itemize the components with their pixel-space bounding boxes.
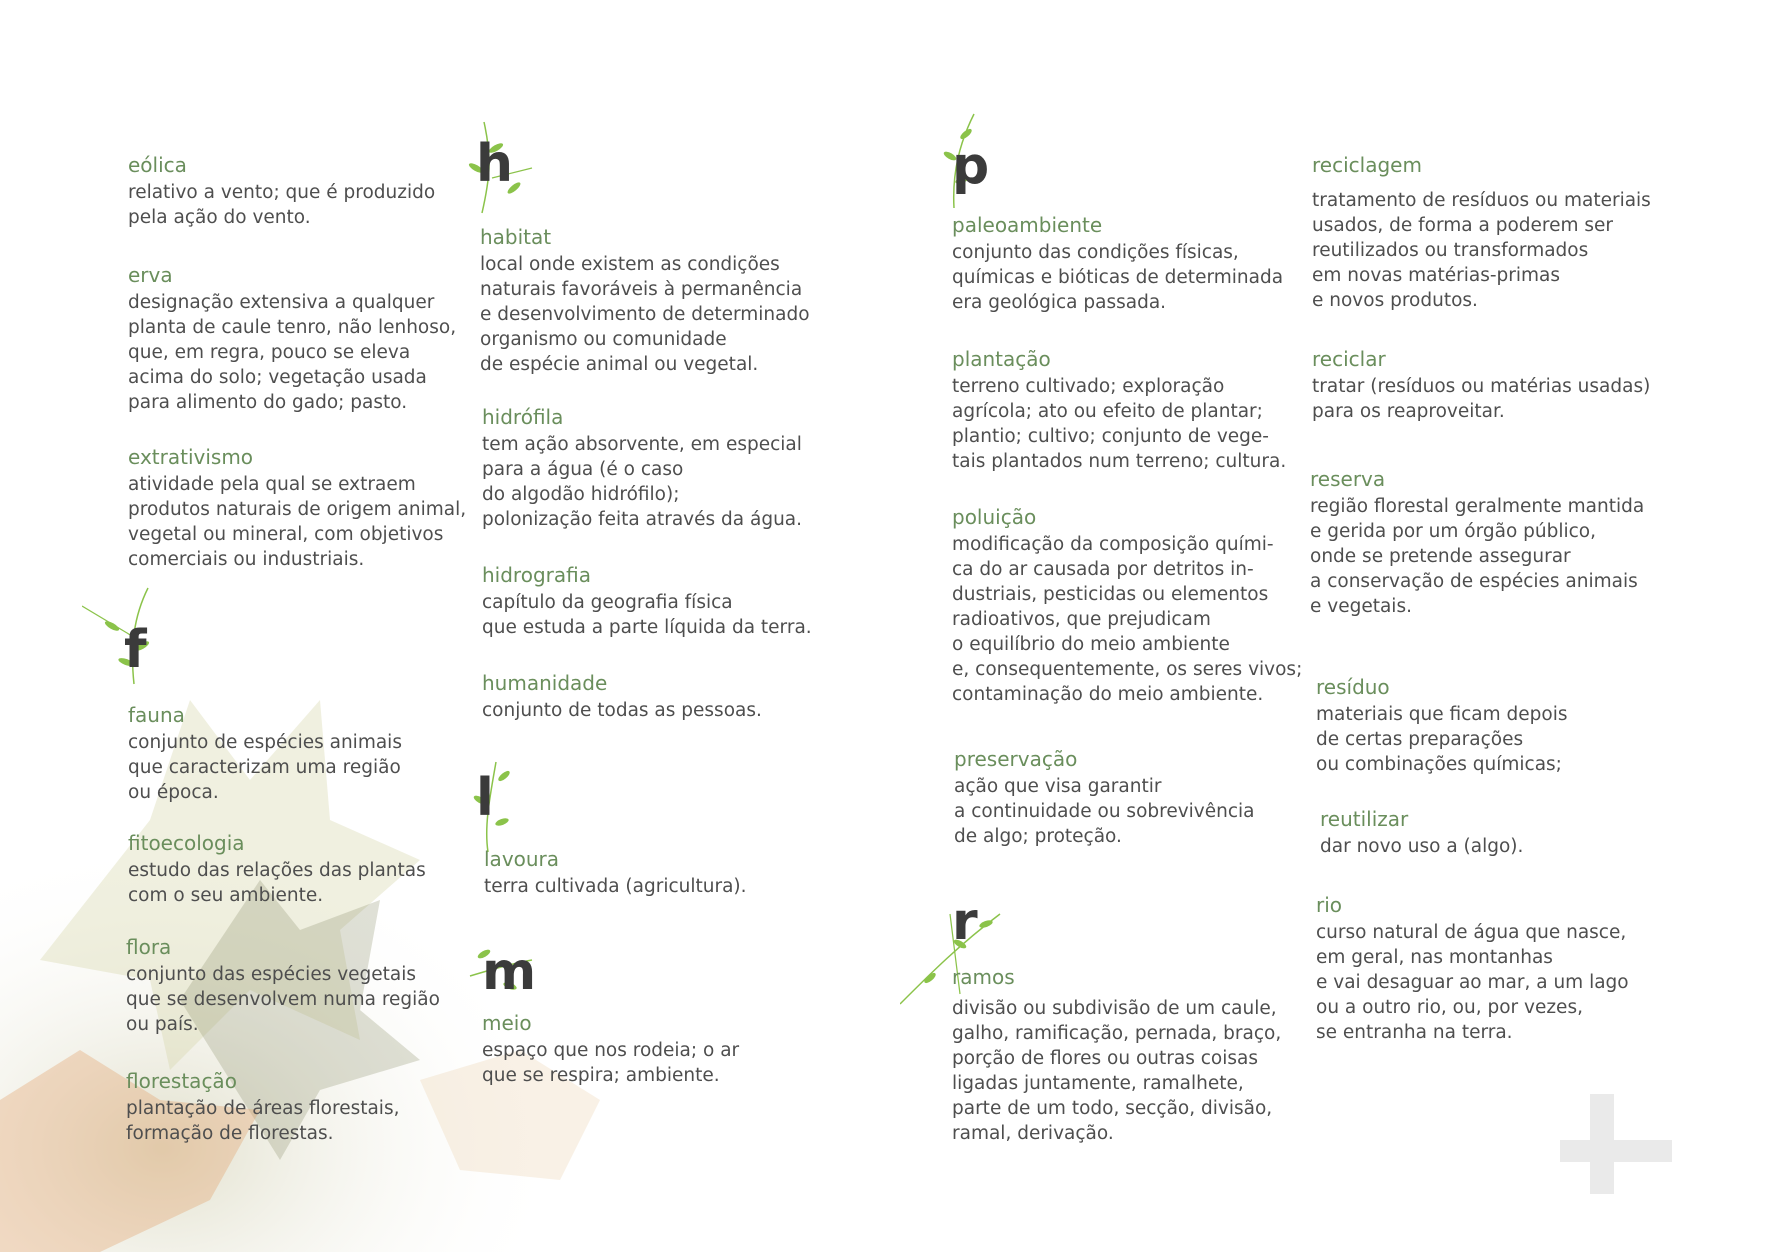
letter-glyph: h [476,134,514,194]
letter-glyph: m [482,942,537,1002]
entry-definition: local onde existem as condições naturais favoráveis à permanência e desenvolvimento de determinado organismo ou comunidade de espécie animal ou vegetal. [480,254,810,375]
entry-definition: terreno cultivado; exploração agrícola; ato ou efeito de plantar; plantio; cultivo; conjunto de vege- tais plantados num terreno; cultura. [952,376,1287,472]
glossary-entry [128,830,426,908]
letter-marker-f [82,586,162,686]
letter-glyph: r [952,892,978,952]
entry-term: hidrófila [482,405,564,429]
entry-term: flora [126,935,172,959]
letter-marker-p [940,112,1020,212]
entry-term: reciclar [1312,347,1386,371]
entry-definition: dar novo uso a (algo). [1320,836,1524,857]
entry-definition: designação extensiva a qualquer planta de caule tenro, não lenhoso, que, em regra, pouco se eleva acima do solo; vegetação usada para alimento do gado; pasto. [128,292,457,413]
entry-term: habitat [480,225,552,249]
entry-definition: conjunto de espécies animais que caracterizam uma região ou época. [128,732,402,803]
letter-glyph: f [124,620,147,680]
glossary-entry [128,262,456,415]
entry-term: erva [128,263,173,287]
glossary-entry [952,212,1283,315]
entry-definition: tem ação absorvente, em especial para a água (é o caso do algodão hidrófilo); polonização feita através da água. [482,434,803,530]
entry-definition: estudo das relações das plantas com o seu ambiente. [128,860,426,906]
page-number-numeral [1560,1088,1690,1198]
glossary-entry [128,702,402,805]
entry-definition: curso natural de água que nasce, em geral, nas montanhas e vai desaguar ao mar, a um lago ou a outro rio, ou, por vezes, se entranha na terra. [1316,922,1629,1043]
entry-definition: plantação de áreas florestais, formação de florestas. [126,1098,400,1144]
entry-definition: tratar (resíduos ou matérias usadas) para os reaproveitar. [1312,376,1651,422]
glossary-entry [1320,806,1523,859]
letter-marker-h [462,118,542,218]
glossary-entry [482,670,762,723]
entry-term: lavoura [484,847,560,871]
entry-term: rio [1316,893,1343,917]
entry-term: eólica [128,153,187,177]
glossary-entry [128,444,466,572]
page-number [1560,1088,1690,1198]
glossary-entry [128,152,435,230]
glossary-entry [1316,892,1629,1045]
entry-definition: atividade pela qual se extraem produtos naturais de origem animal, vegetal ou mineral, com objetivos comerciais ou industriais. [128,474,467,570]
entry-definition: modificação da composição quími- ca do ar causada por detritos in- dustriais, pesticidas ou elementos radioativos, que prejudicam o equilíbrio do meio ambiente e, consequentemente, os seres vivos; contaminação do meio ambiente. [952,534,1303,705]
sprig-icon [82,586,162,686]
entry-term: reutilizar [1320,807,1409,831]
glossary-entry [952,964,1281,1146]
letter-glyph: p [952,136,990,196]
entry-definition: tratamento de resíduos ou materiais usados, de forma a poderem ser reutilizados ou transformados em novas matérias-primas e novos produtos. [1312,190,1651,311]
entry-term: florestação [126,1069,237,1093]
entry-term: reciclagem [1312,153,1422,177]
entry-definition: conjunto das condições físicas, químicas e bióticas de determinada era geológica passada. [952,242,1284,313]
entry-definition: divisão ou subdivisão de um caule, galho, ramificação, pernada, braço, porção de flores ou outras coisas ligadas juntamente, ramalhete, parte de um todo, secção, divisão, ramal, derivação. [952,998,1282,1144]
sprig-icon [460,756,540,856]
letter-glyph: l [476,768,494,828]
entry-term: fauna [128,703,185,727]
entry-term: humanidade [482,671,608,695]
glossary-entry [1312,152,1651,313]
glossary-entry [1310,466,1644,619]
letter-marker-l [460,756,540,856]
entry-definition: espaço que nos rodeia; o ar que se respira; ambiente. [482,1040,740,1086]
entry-term: poluição [952,505,1037,529]
glossary-entry [126,1068,399,1146]
glossary-entry [482,562,812,640]
glossary-entry [1312,346,1650,424]
glossary-entry [484,846,747,899]
glossary-entry [480,224,810,377]
entry-definition: ação que visa garantir a continuidade ou sobrevivência de algo; proteção. [954,776,1255,847]
glossary-entry [1316,674,1568,777]
entry-term: hidrografia [482,563,591,587]
glossary-entry [482,404,802,532]
entry-term: extrativismo [128,445,254,469]
entry-term: reserva [1310,467,1386,491]
glossary-entry [952,346,1286,474]
entry-definition: materiais que ficam depois de certas preparações ou combinações químicas; [1316,704,1568,775]
entry-term: meio [482,1011,532,1035]
entry-definition: conjunto das espécies vegetais que se desenvolvem numa região ou país. [126,964,440,1035]
entry-term: paleoambiente [952,213,1103,237]
entry-term: plantação [952,347,1051,371]
entry-term: resíduo [1316,675,1390,699]
entry-definition: região florestal geralmente mantida e gerida por um órgão público, onde se pretende assegurar a conservação de espécies animais e vegetais. [1310,496,1645,617]
glossary-entry [952,504,1302,707]
glossary-entry [126,934,440,1037]
entry-definition: relativo a vento; que é produzido pela ação do vento. [128,182,436,228]
entry-term: ramos [952,965,1015,989]
entry-term: preservação [954,747,1078,771]
entry-definition: terra cultivada (agricultura). [484,876,747,897]
entry-definition: conjunto de todas as pessoas. [482,700,762,721]
entry-term: fitoecologia [128,831,245,855]
entry-definition: capítulo da geografia física que estuda a parte líquida da terra. [482,592,812,638]
glossary-entry [482,1010,739,1088]
glossary-entry [954,746,1255,849]
